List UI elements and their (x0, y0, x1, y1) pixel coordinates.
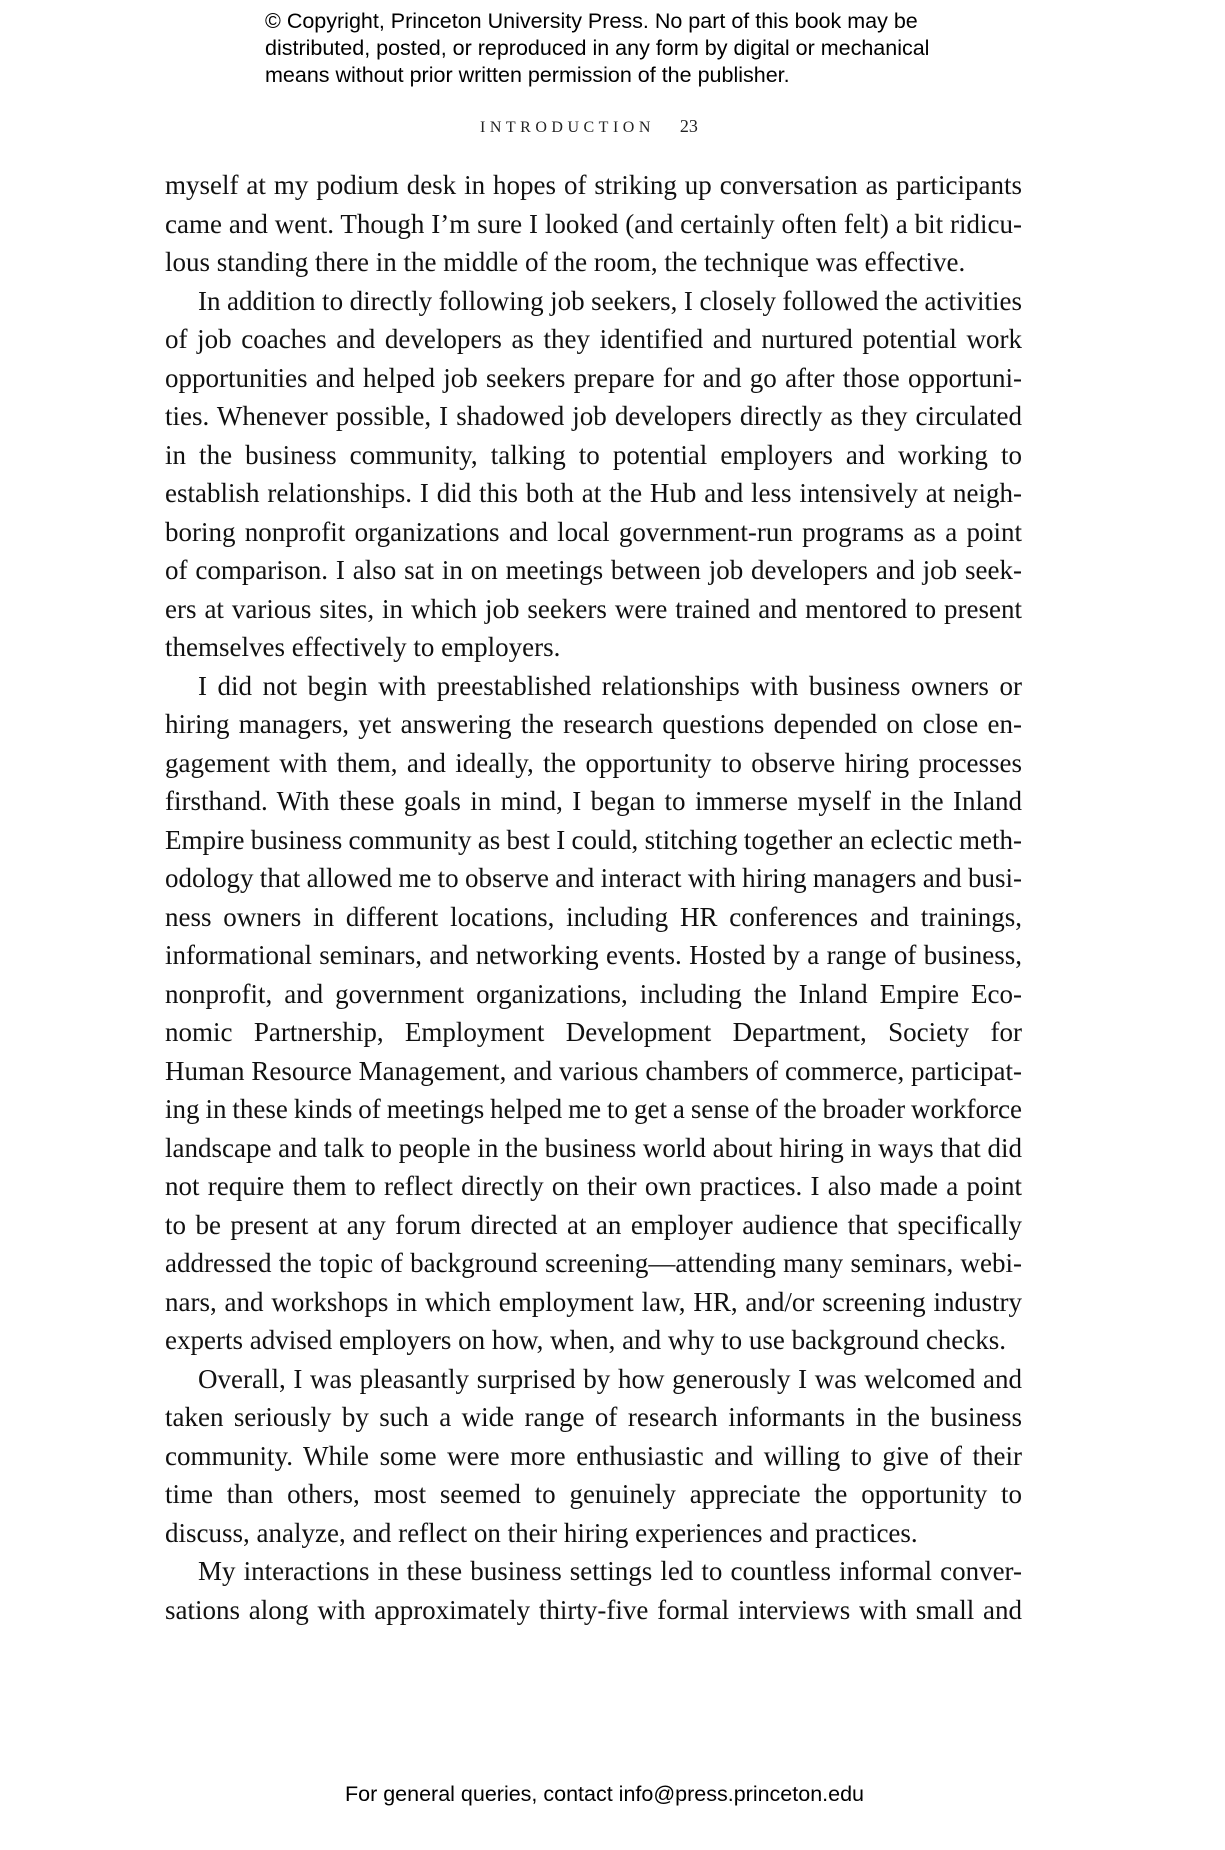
text-line: community. While some were more enthusiastic and willing to give of their (165, 1440, 1022, 1471)
text-line: themselves effectively to employers. (165, 632, 561, 662)
text-line: I did not begin with preestablished relationships with business owners or (198, 670, 1022, 701)
text-line: hiring managers, yet answering the research questions depended on close en- (165, 709, 1022, 739)
text-line: landscape and talk to people in the business world about hiring in ways that did (165, 1132, 1022, 1163)
text-line: lous standing there in the middle of the room, the technique was effective. (165, 247, 966, 277)
paragraph (165, 166, 1022, 282)
text-line: discuss, analyze, and reflect on their hiring experiences and practices. (165, 1517, 918, 1548)
text-line: addressed the topic of background screening—attending many seminars, webi- (165, 1248, 1022, 1278)
paragraph (165, 282, 1022, 667)
copyright-line: means without prior written permission of the publisher. (265, 63, 790, 87)
body-text (165, 166, 1022, 1629)
text-line: taken seriously by such a wide range of research informants in the business (165, 1402, 1022, 1432)
paragraph (165, 667, 1022, 1360)
running-head (480, 113, 698, 139)
text-line: of job coaches and developers as they identified and nurtured potential work (165, 324, 1022, 354)
paragraph (165, 1552, 1022, 1629)
text-line: My interactions in these business settings led to countless informal conver- (198, 1556, 1022, 1586)
text-line: Overall, I was pleasantly surprised by how generously I was welcomed and (198, 1363, 1022, 1394)
text-line: odology that allowed me to observe and interact with hiring managers and busi- (165, 863, 1022, 893)
text-line: boring nonprofit organizations and local government-run programs as a point (165, 516, 1022, 547)
text-line: myself at my podium desk in hopes of striking up conversation as participants (165, 170, 1022, 200)
text-line: establish relationships. I did this both at the Hub and less intensively at neigh- (165, 478, 1022, 508)
text-line: sations along with approximately thirty-five formal interviews with small and (165, 1594, 1022, 1625)
copyright-line: distributed, posted, or reproduced in any form by digital or mechanical (265, 36, 930, 60)
text-line: ness owners in different locations, including HR conferences and trainings, (165, 901, 1022, 932)
copyright-line: © Copyright, Princeton University Press. No part of this book may be (265, 9, 918, 33)
text-line: came and went. Though I’m sure I looked (and certainly often felt) a bit ridicu- (165, 208, 1022, 239)
text-line: firsthand. With these goals in mind, I began to immerse myself in the Inland (165, 786, 1022, 816)
text-line: nomic Partnership, Employment Development Department, Society for (165, 1017, 1022, 1047)
text-line: Empire business community as best I could, stitching together an eclectic meth- (165, 824, 1022, 855)
text-line: ing in these kinds of meetings helped me to get a sense of the broader workforce (165, 1094, 1022, 1124)
text-line: ers at various sites, in which job seekers were trained and mentored to present (165, 593, 1022, 624)
running-head-section: INTRODUCTION (480, 119, 655, 136)
text-line: nonprofit, and government organizations, including the Inland Empire Eco- (165, 978, 1022, 1009)
text-line: opportunities and helped job seekers prepare for and go after those opportuni- (165, 362, 1022, 393)
text-line: to be present at any forum directed at an employer audience that specifically (165, 1209, 1022, 1240)
text-line: not require them to reflect directly on their own practices. I also made a point (165, 1171, 1022, 1201)
text-line: in the business community, talking to potential employers and working to (165, 439, 1022, 470)
text-line: ties. Whenever possible, I shadowed job developers directly as they circulated (165, 401, 1022, 431)
paragraph (165, 1360, 1022, 1553)
text-line: nars, and workshops in which employment law, HR, and/or screening industry (165, 1286, 1022, 1317)
text-line: informational seminars, and networking events. Hosted by a range of business, (165, 940, 1022, 970)
text-line: experts advised employers on how, when, and why to use background checks. (165, 1325, 1007, 1355)
text-line: gagement with them, and ideally, the opportunity to observe hiring processes (165, 747, 1022, 778)
page-number: 23 (679, 116, 698, 136)
text-line: In addition to directly following job seekers, I closely followed the activities (198, 285, 1022, 316)
text-line: Human Resource Management, and various chambers of commerce, participat- (165, 1055, 1022, 1086)
contact-footer: For general queries, contact info@press.princeton.edu (345, 1782, 865, 1806)
copyright-notice (265, 8, 929, 89)
text-line: of comparison. I also sat in on meetings between job developers and job seek- (165, 555, 1022, 585)
text-line: time than others, most seemed to genuinely appreciate the opportunity to (165, 1479, 1022, 1509)
